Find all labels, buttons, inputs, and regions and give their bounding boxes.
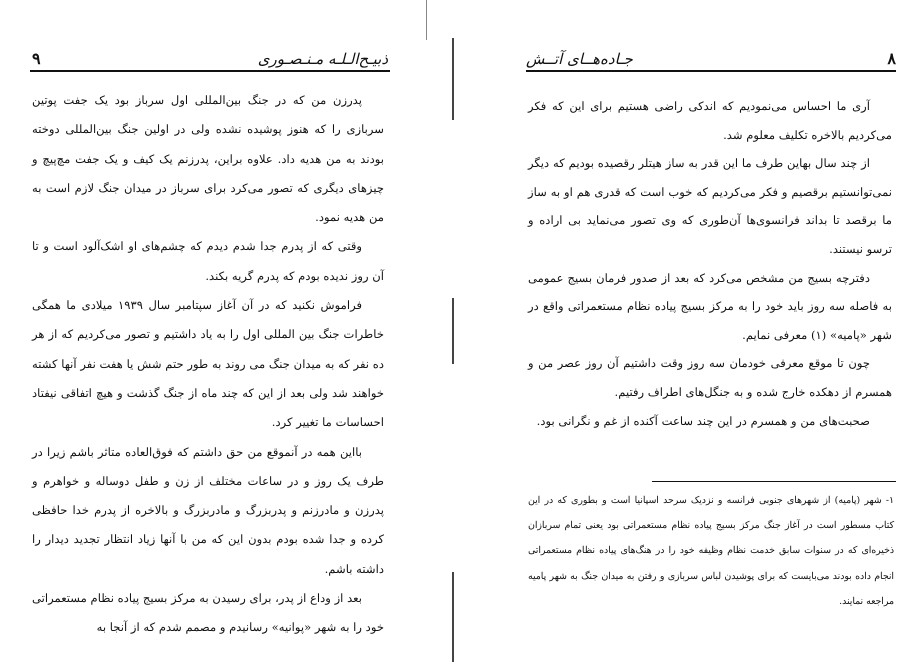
left-header-rule <box>30 70 390 72</box>
paragraph: آری ما احساس می‌نمودیم که اندکی راضی هستیم برای این که فکر می‌کردیم بالاخره تکلیف معلوم شد. <box>528 99 892 142</box>
paragraph: صحبت‌های من و همسرم در این چند ساعت آکنده از غم و نگرانی بود. <box>536 413 870 428</box>
right-page <box>452 0 903 670</box>
paragraph: وقتی که از پدرم جدا شدم دیدم که چشم‌های او اشک‌آلود است و تا آن روز ندیده بودم که پدرم گریه بکند. <box>32 239 384 283</box>
spine-mark <box>426 0 427 40</box>
footnote <box>528 488 894 614</box>
right-body-text <box>528 92 892 435</box>
paragraph: بااین همه در آنموقع من حق داشتم که فوق‌العاده متاثر باشم زیرا در طرف یک روز و در ساعات مختلف از زن و طفل دوساله و خواهرم و پدرزن و مادرزنم و پدربزرگ و مادربزرگ و بالاخره از پدرم خدا حافظی کرده و جدا شده بودم بدون این که من با آنها زیاد انتظار تجدید دیدار را داشته باشم. <box>32 444 384 576</box>
right-header-rule <box>526 70 896 72</box>
paragraph: پدرزن من که در جنگ بین‌المللی اول سرباز بود یک جفت پوتین سربازی را که هنوز پوشیده نشده ولی در اولین جنگ بین‌المللی دوخته بودند به من هدیه داد. علاوه براین، پدرزنم یک کیف و یک جفت مچ‌پیچ و چیزهای دیگری که تصور می‌کرد برای سرباز در میدان جنگ لازم است به من هدیه نمود. <box>32 93 384 225</box>
footnote-rule <box>652 481 896 482</box>
paragraph: چون تا موقع معرفی خودمان سه روز وقت داشتیم آن روز عصر من و همسرم از دهکده خارج شده و به جنگل‌های اطراف رفتیم. <box>528 356 892 399</box>
right-running-title: جـاده‌هــای آتــش <box>526 50 633 68</box>
left-running-head <box>32 46 388 68</box>
left-running-title: ذبیـح‌الـلـه مـنـصـوری <box>257 50 388 68</box>
right-running-head <box>526 46 896 68</box>
paragraph: از چند سال بهاین طرف ما این قدر به ساز هیتلر رقصیده بودیم که دیگر نمی‌توانستیم برقصیم و فکر می‌کردیم که خوب است که قدری هم او به ساز ما برقصد تا بداند فرانسوی‌ها آن‌طوری که وی تصور می‌نماید بی اراده و ترسو نیستند. <box>528 156 892 256</box>
right-page-number: ۸ <box>887 49 896 68</box>
footnote-text: ۱- شهر (پامیه) از شهرهای جنوبی فرانسه و نزدیک سرحد اسپانیا است و بطوری که در این کتاب مسطور است در آغاز جنگ مرکز بسیج پیاده نظام مستعمراتی بود یعنی تمام سربازان ذخیره‌ای که در سنوات سابق خدمت نظام وظیفه خود را در هنگ‌های پیاده نظام مستعمراتی انجام داده بودند می‌بایست که برای پوشیدن لباس سربازی و رفتن به میدان جنگ به شهر پامیه مراجعه نمایند. <box>528 495 894 607</box>
left-body-text <box>32 86 384 643</box>
paragraph: بعد از وداع از پدر، برای رسیدن به مرکز بسیج پیاده نظام مستعمراتی خود را به شهر «پوانیه» رسانیدم و مصمم شدم که از آنجا به <box>32 591 384 635</box>
paragraph: فراموش نکنید که در آن آغاز سپتامبر سال ۱۹۳۹ میلادی ما همگی خاطرات جنگ بین المللی اول را به یاد داشتیم و تصور می‌کردیم که از هر ده نفر که به میدان جنگ می روند به طور حتم شش یا هفت نفر آنها کشته خواهند شد ولی بعد از این که چند ماه از جنگ گذشت و هیچ اتفاقی نیفتاد احساسات ما تغییر کرد. <box>32 298 384 430</box>
paragraph: دفترچه بسیج من مشخص می‌کرد که بعد از صدور فرمان بسیج عمومی به فاصله سه روز باید خود را به مرکز بسیج پیاده نظام مستعمراتی واقع در شهر «پامیه» (۱) معرفی نمایم. <box>528 270 892 342</box>
left-page-number: ۹ <box>32 49 41 68</box>
